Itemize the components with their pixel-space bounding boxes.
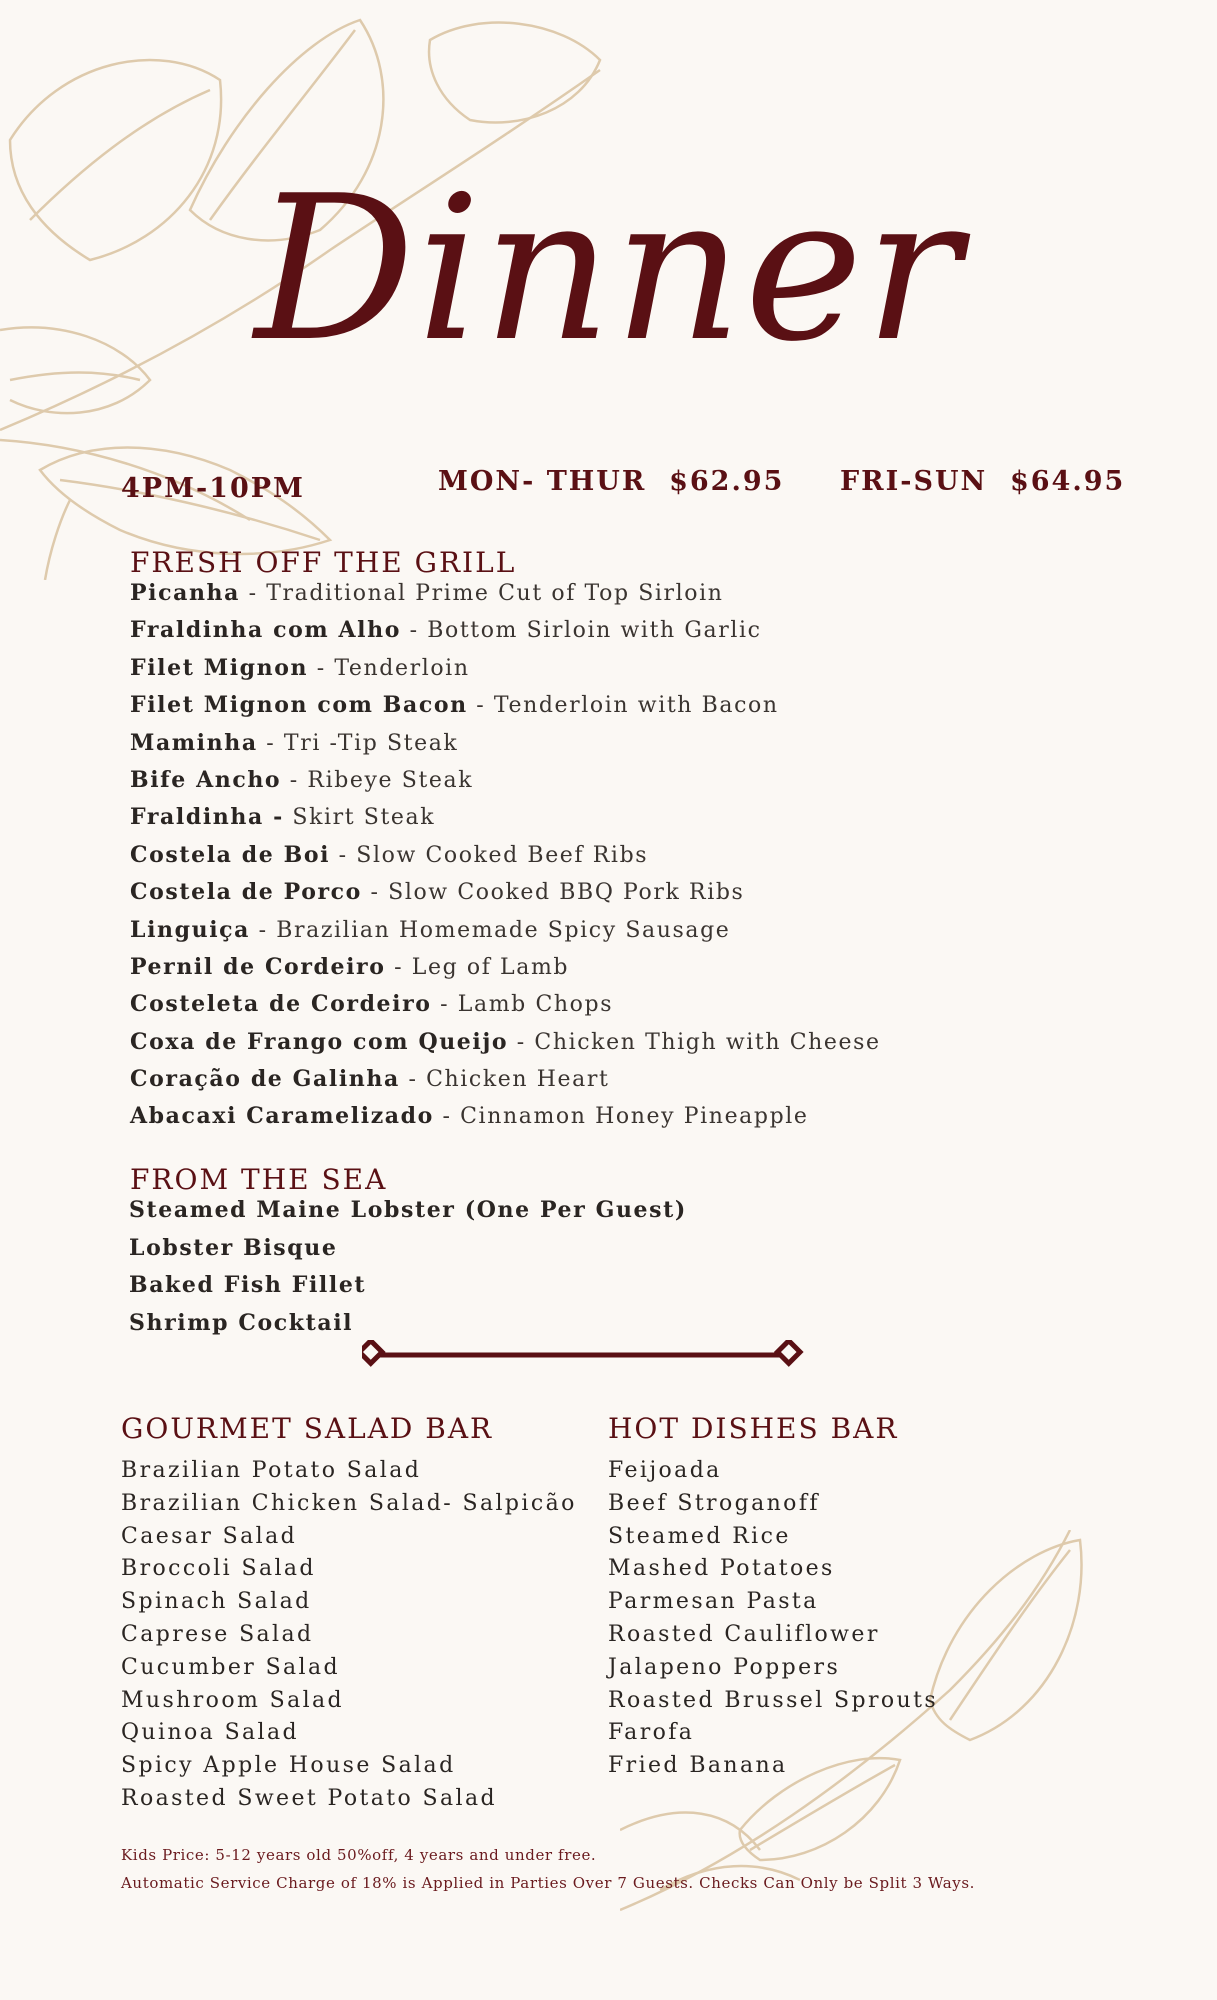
hot-bar-list	[608, 1458, 938, 1786]
list-item: Shrimp Cocktail	[129, 1309, 354, 1336]
item-desc: - Tenderloin with Bacon	[467, 693, 779, 719]
list-item: Baked Fish Fillet	[129, 1272, 367, 1298]
item-name: Linguiça	[130, 916, 251, 943]
list-item: Roasted Cauliflower	[608, 1621, 880, 1647]
item-name: Filet Mignon	[130, 654, 309, 681]
item-name: Picanha	[130, 580, 240, 606]
list-item: Farofa	[608, 1720, 695, 1746]
price-weekday	[438, 466, 784, 497]
list-item: Fried Banana	[608, 1753, 788, 1779]
list-item	[130, 804, 881, 841]
list-item: Quinoa Salad	[121, 1720, 299, 1746]
item-name: Fraldinha com Alho	[130, 617, 401, 644]
list-item	[130, 617, 881, 654]
kids-price-note: Kids Price: 5-12 years old 50%off, 4 years and under free.	[121, 1846, 597, 1864]
list-item: Roasted Sweet Potato Salad	[121, 1785, 497, 1811]
list-item: Jalapeno Poppers	[608, 1654, 841, 1680]
item-desc: Skirt Steak	[283, 805, 436, 831]
section-heading-salad-bar: GOURMET SALAD BAR	[121, 1412, 494, 1445]
list-item: Parmesan Pasta	[608, 1589, 819, 1615]
item-name: Fraldinha -	[130, 804, 284, 831]
grill-list	[130, 580, 881, 1141]
list-item: Spicy Apple House Salad	[121, 1753, 456, 1779]
item-name: Coxa de Frango com Queijo	[130, 1028, 509, 1055]
item-name: Filet Mignon com Bacon	[130, 692, 468, 719]
list-item: Caprese Salad	[121, 1621, 314, 1647]
item-name: Maminha	[130, 729, 258, 756]
item-desc: - Brazilian Homemade Spicy Sausage	[250, 917, 731, 943]
item-desc: - Chicken Thigh with Cheese	[508, 1029, 881, 1055]
item-desc: - Bottom Sirloin with Garlic	[400, 618, 762, 644]
list-item: Beef Stroganoff	[608, 1490, 820, 1516]
item-desc: - Tri -Tip Steak	[257, 730, 459, 756]
list-item: Lobster Bisque	[129, 1234, 338, 1261]
salad-bar-list	[121, 1458, 577, 1819]
item-desc: - Traditional Prime Cut of Top Sirloin	[240, 581, 724, 606]
list-item: Cucumber Salad	[121, 1654, 340, 1680]
list-item	[130, 580, 881, 617]
list-item: Spinach Salad	[121, 1589, 312, 1615]
item-name: Pernil de Cordeiro	[130, 953, 386, 980]
list-item: Feijoada	[608, 1458, 722, 1483]
list-item	[130, 692, 881, 729]
list-item: Mashed Potatoes	[608, 1556, 835, 1582]
item-name: Costela de Porco	[130, 879, 362, 906]
list-item: Broccoli Salad	[121, 1556, 316, 1582]
item-name: Bife Ancho	[130, 766, 282, 793]
list-item	[130, 879, 881, 916]
diamond-divider-icon	[362, 1340, 806, 1370]
list-item: Caesar Salad	[121, 1523, 298, 1549]
price-weekend	[840, 466, 1125, 497]
item-name: Coração de Galinha	[130, 1066, 400, 1093]
list-item: Brazilian Potato Salad	[121, 1458, 422, 1483]
item-desc: - Chicken Heart	[399, 1067, 610, 1093]
list-item	[130, 842, 881, 879]
list-item: Brazilian Chicken Salad- Salpicão	[121, 1490, 577, 1516]
item-desc: - Tenderloin	[308, 655, 470, 681]
item-name: Abacaxi Caramelizado	[130, 1103, 434, 1130]
list-item	[130, 954, 881, 991]
list-item: Steamed Rice	[608, 1523, 791, 1549]
list-item: Steamed Maine Lobster (One Per Guest)	[129, 1197, 687, 1223]
section-heading-grill: FRESH OFF THE GRILL	[130, 546, 517, 579]
list-item	[130, 917, 881, 954]
list-item	[130, 655, 881, 692]
item-desc: - Leg of Lamb	[385, 954, 570, 980]
item-desc: - Ribeye Steak	[281, 767, 474, 793]
item-desc: - Cinnamon Honey Pineapple	[433, 1104, 809, 1130]
list-item	[130, 730, 881, 767]
list-item	[130, 1029, 881, 1066]
item-desc: - Lamb Chops	[431, 992, 614, 1018]
price-amount: $62.95	[669, 466, 785, 497]
hours-label: 4PM-10PM	[121, 473, 305, 504]
item-name: Costeleta de Cordeiro	[130, 991, 432, 1018]
page-title: Dinner	[254, 153, 963, 386]
item-desc: - Slow Cooked Beef Ribs	[330, 842, 649, 868]
list-item	[130, 767, 881, 804]
price-amount: $64.95	[1009, 466, 1126, 497]
item-name: Costela de Boi	[130, 841, 331, 868]
sea-list	[129, 1197, 687, 1347]
list-item	[130, 991, 881, 1028]
section-heading-sea: FROM THE SEA	[130, 1163, 388, 1196]
price-days: MON- THUR	[438, 466, 647, 497]
list-item	[130, 1066, 881, 1103]
list-item: Mushroom Salad	[121, 1687, 345, 1713]
price-days: FRI-SUN	[840, 466, 988, 497]
section-heading-hot-bar: HOT DISHES BAR	[608, 1412, 899, 1445]
list-item	[130, 1103, 881, 1140]
service-charge-note: Automatic Service Charge of 18% is Applied in Parties Over 7 Guests. Checks Can Only be Split 3 Ways.	[121, 1874, 975, 1892]
list-item: Roasted Brussel Sprouts	[608, 1687, 939, 1713]
item-desc: - Slow Cooked BBQ Pork Ribs	[361, 880, 745, 906]
